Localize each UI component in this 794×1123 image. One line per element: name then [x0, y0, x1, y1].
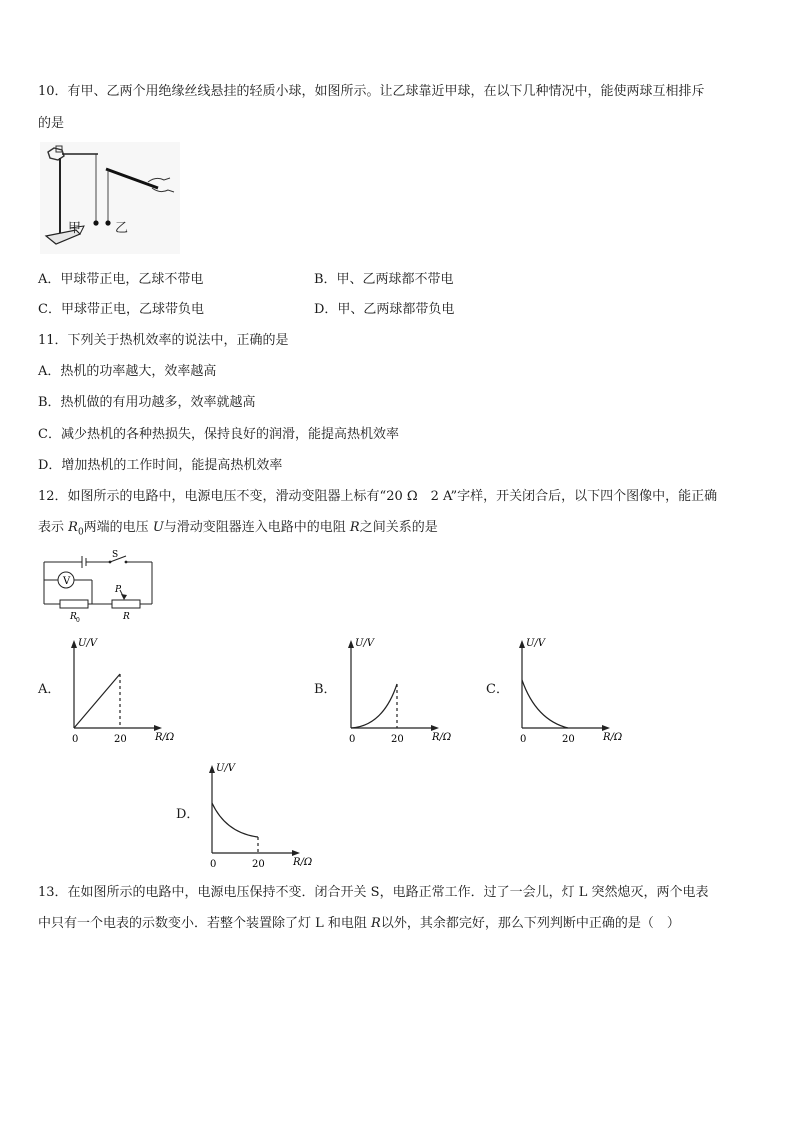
- q10-stem-line1: 10．有甲、乙两个用绝缘丝线悬挂的轻质小球，如图所示。让乙球靠近甲球，在以下几种情况中，能使两球互相排斥: [38, 84, 705, 99]
- q12-graph-d[interactable]: [200, 757, 328, 873]
- q12-graph-c-label[interactable]: C．: [486, 682, 509, 697]
- q10-option-b[interactable]: B．甲、乙两球都不带电: [314, 272, 454, 287]
- origin-tick: 0: [520, 734, 527, 745]
- q12-graph-a[interactable]: [62, 632, 190, 748]
- q12-stem-line2: 表示 $R_0$两端的电压 U与滑动变阻器连入电路中的电阻 R之间关系的是: [38, 520, 438, 538]
- q12-graph-b-label[interactable]: B．: [314, 682, 337, 697]
- q10-option-a[interactable]: A．甲球带正电，乙球不带电: [38, 272, 204, 287]
- q10-option-d[interactable]: D．甲、乙两球都带负电: [314, 302, 455, 317]
- r0-subscript: 0: [76, 617, 80, 624]
- q11-option-c[interactable]: C．减少热机的各种热损失，保持良好的润滑，能提高热机效率: [38, 427, 399, 442]
- y-axis-label: U/V: [78, 638, 98, 649]
- origin-tick: 0: [72, 734, 79, 745]
- q12-circuit-diagram: [38, 548, 162, 624]
- q11-option-b[interactable]: B．热机做的有用功越多，效率就越高: [38, 395, 256, 410]
- tick-20: 20: [562, 734, 575, 745]
- y-axis-label: U/V: [355, 638, 375, 649]
- origin-tick: 0: [210, 859, 217, 870]
- label-jia: 甲: [68, 221, 82, 236]
- x-axis-label: R/Ω: [432, 732, 452, 743]
- q12-graph-c[interactable]: [510, 632, 638, 748]
- voltmeter-symbol: V: [63, 576, 71, 587]
- r0-label: R: [70, 612, 77, 622]
- tick-20: 20: [391, 734, 404, 745]
- q10-option-c[interactable]: C．甲球带正电，乙球带负电: [38, 302, 204, 317]
- q12-graph-a-label[interactable]: A．: [38, 682, 61, 697]
- q11-stem: 11．下列关于热机效率的说法中，正确的是: [38, 333, 289, 348]
- q11-option-d[interactable]: D．增加热机的工作时间，能提高热机效率: [38, 458, 283, 473]
- y-axis-label: U/V: [216, 763, 236, 774]
- x-axis-label: R/Ω: [603, 732, 623, 743]
- q11-option-a[interactable]: A．热机的功率越大，效率越高: [38, 364, 217, 379]
- tick-20: 20: [252, 859, 265, 870]
- r-label: R: [123, 612, 130, 622]
- q12-graph-b[interactable]: [339, 632, 467, 748]
- q12-stem-line1: 12．如图所示的电路中，电源电压不变，滑动变阻器上标有“20 Ω 2 A”字样，开关闭合后，以下四个图像中，能正确: [38, 489, 718, 504]
- switch-label: S: [112, 550, 119, 560]
- q13-stem-line2: 中只有一个电表的示数变小．若整个装置除了灯 L 和电阻 R以外，其余都完好，那么下列判断中正确的是（ ）: [38, 916, 680, 931]
- label-yi: 乙: [115, 221, 129, 236]
- tick-20: 20: [114, 734, 127, 745]
- q13-stem-line1: 13．在如图所示的电路中，电源电压保持不变．闭合开关 S，电路正常工作．过了一会儿，灯 L 突然熄灭，两个电表: [38, 885, 709, 900]
- origin-tick: 0: [349, 734, 356, 745]
- x-axis-label: R/Ω: [293, 857, 313, 868]
- q10-suspended-balls-figure: [40, 142, 180, 254]
- x-axis-label: R/Ω: [155, 732, 175, 743]
- slider-label: P: [115, 585, 122, 595]
- q10-stem-line2: 的是: [38, 116, 65, 131]
- y-axis-label: U/V: [526, 638, 546, 649]
- q12-graph-d-label[interactable]: D．: [176, 807, 200, 822]
